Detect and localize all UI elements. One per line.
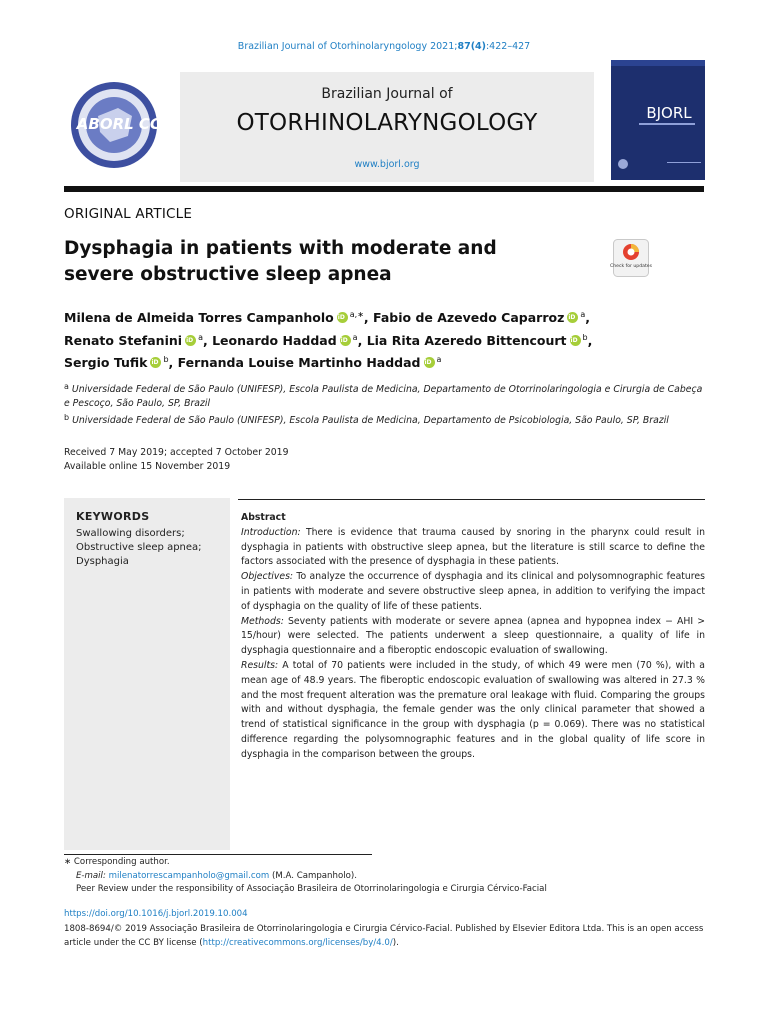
aborl-logo [62, 80, 170, 170]
abstract-heading: Abstract [241, 512, 286, 523]
orcid-icon[interactable] [340, 335, 351, 346]
copyright-body: 1808-8694/© 2019 Associação Brasileira de Otorrinolaringologia e Cirurgia Cérvico-Facial. Published by Elsevier Editora Ltda. This is an open access article under the CC BY license ( [64, 923, 704, 948]
author-list [64, 305, 704, 373]
author-affiliation-mark: b [582, 332, 588, 342]
copyright-close: ). [392, 938, 399, 948]
objectives-label: Objectives: [241, 571, 294, 583]
author-separator: , [585, 310, 591, 325]
affiliation-a [64, 380, 706, 411]
journal-url-link[interactable]: www.bjorl.org [354, 159, 420, 170]
citation-volume: 87(4) [457, 41, 486, 52]
author-separator: , [357, 332, 367, 348]
email-tail: (M.A. Campanholo). [269, 870, 357, 881]
affiliations [64, 380, 706, 428]
journal-cover-image [611, 60, 705, 180]
author-separator: , [363, 310, 374, 325]
keywords-list [76, 527, 226, 569]
author-affiliation-mark: a,∗ [349, 310, 364, 319]
author-name: Lia Rita Azeredo Bittencourt [366, 332, 567, 348]
intro-label: Introduction: [241, 526, 301, 538]
article-dates [64, 446, 289, 474]
author-affiliation-mark: a [352, 332, 358, 342]
author-name: Milena de Almeida Torres Campanholo [64, 310, 334, 325]
results-text: A total of 70 patients were included in the study, of which 49 were men (70 %), with a mean age of 48.9 years. The fiberoptic endoscopic evaluation of swallowing was altered in 27.3 % and the most frequent alteration was the premature oral leakage with fluid. Comparing the groups with and without dysphagia, the female gender was the only clinical parameter that showed a trend of statistical significance in the group with dysphagia (p = 0.069). There was no statistical difference regarding the polysomnographic features and in the global quality of life score in dysphagia in the comparison between the groups. [241, 659, 705, 760]
keyword-item: Swallowing disorders; [76, 528, 185, 539]
author-affiliation-mark: a [198, 332, 203, 342]
copyright-text [64, 922, 704, 951]
license-link[interactable]: http://creativecommons.org/licenses/by/4.0/ [202, 938, 393, 948]
author-name: Renato Stefanini [64, 332, 183, 348]
email-note [64, 870, 704, 884]
citation-journal: Brazilian Journal of Otorhinolaryngology 2021; [237, 41, 458, 52]
affiliation-b [64, 411, 706, 428]
orcid-icon[interactable] [424, 357, 435, 368]
author-affiliation-mark: a [436, 355, 442, 364]
orcid-icon[interactable] [570, 335, 581, 346]
logo-text: ABORL CCF [76, 115, 172, 133]
orcid-icon[interactable] [150, 357, 161, 368]
results-label: Results: [241, 659, 279, 671]
peer-review-note: Peer Review under the responsibility of Associação Brasileira de Otorrinolaringologia e Cirurgia Cérvico-Facial [76, 884, 547, 894]
methods-text: Seventy patients with moderate or severe apnea (apnea and hypopnea index − AHI > 15/hour) were selected. The patients underwent a sleep questionnaire, a quality of life in dysphagia questionnaire and a fiberoptic endoscopic evaluation of swallowing. [241, 615, 705, 657]
email-label: E-mail: [76, 870, 106, 881]
keywords-heading: KEYWORDS [76, 510, 150, 523]
doi-link[interactable]: https://doi.org/10.1016/j.bjorl.2019.10.004 [64, 909, 248, 919]
author-name: Fabio de Azevedo Caparroz [373, 310, 565, 325]
abstract [241, 511, 705, 763]
affiliation-text: Universidade Federal de São Paulo (UNIFESP), Escola Paulista de Medicina, Departamento de Otorrinolaringologia e Cirurgia de Cabeça e Pescoço, São Paulo, SP, Brazil [64, 384, 703, 409]
orcid-icon[interactable] [337, 312, 348, 323]
footnote-rule [64, 854, 372, 855]
orcid-icon[interactable] [185, 335, 196, 346]
author-separator: , [202, 332, 213, 348]
author-name: Leonardo Haddad [212, 332, 337, 348]
author-separator: , [587, 332, 593, 348]
affiliation-text: Universidade Federal de São Paulo (UNIFESP), Escola Paulista de Medicina, Departamento de Psicobiologia, São Paulo, SP, Brazil [72, 415, 669, 426]
keyword-item: Obstructive sleep apnea; [76, 542, 202, 553]
methods-label: Methods: [241, 615, 284, 627]
journal-citation [0, 41, 768, 52]
orcid-icon[interactable] [567, 312, 578, 323]
journal-masthead [180, 72, 594, 182]
article-footer [64, 907, 704, 951]
keywords-box [64, 498, 230, 850]
author-separator: , [168, 355, 178, 370]
received-date: Received 7 May 2019; accepted 7 October 2019 [64, 447, 289, 458]
objectives-text: To analyze the occurrence of dysphagia and its clinical and polysomnographic features in patients with moderate and severe obstructive sleep apnea, in addition to verifying the impact of dysphagia on the quality of life of these patients. [241, 571, 705, 612]
header-rule [64, 186, 704, 192]
check-updates-label: Check for updates [610, 264, 652, 269]
keyword-item: Dysphagia [76, 556, 129, 567]
article-type: ORIGINAL ARTICLE [64, 206, 193, 222]
author-name: Sergio Tufik [64, 355, 148, 370]
affiliation-mark: a [64, 382, 69, 391]
email-link[interactable]: milenatorrescampanholo@gmail.com [108, 870, 270, 881]
footnotes [64, 856, 704, 897]
masthead-journal-name: OTORHINOLARYNGOLOGY [236, 110, 538, 136]
check-for-updates-badge[interactable] [610, 239, 652, 277]
author-affiliation-mark: a [580, 310, 586, 319]
article-title: Dysphagia in patients with moderate and severe obstructive sleep apnea [64, 238, 497, 285]
abstract-rule [238, 499, 705, 500]
online-date: Available online 15 November 2019 [64, 461, 231, 472]
author-name: Fernanda Louise Martinho Haddad [177, 355, 421, 370]
intro-text: There is evidence that trauma caused by snoring in the pharynx could result in dysphagia in patients with obstructive sleep apnea, but the literature is still scarce to define the factors associated with the presence of dysphagia in these patients. [241, 526, 705, 568]
affiliation-mark: b [64, 413, 70, 422]
citation-pages: :422–427 [485, 41, 531, 52]
author-affiliation-mark: b [163, 355, 169, 364]
masthead-line1: Brazilian Journal of [321, 86, 453, 102]
corresponding-note: ∗ Corresponding author. [64, 857, 170, 867]
cover-title: BJORL [646, 104, 692, 122]
